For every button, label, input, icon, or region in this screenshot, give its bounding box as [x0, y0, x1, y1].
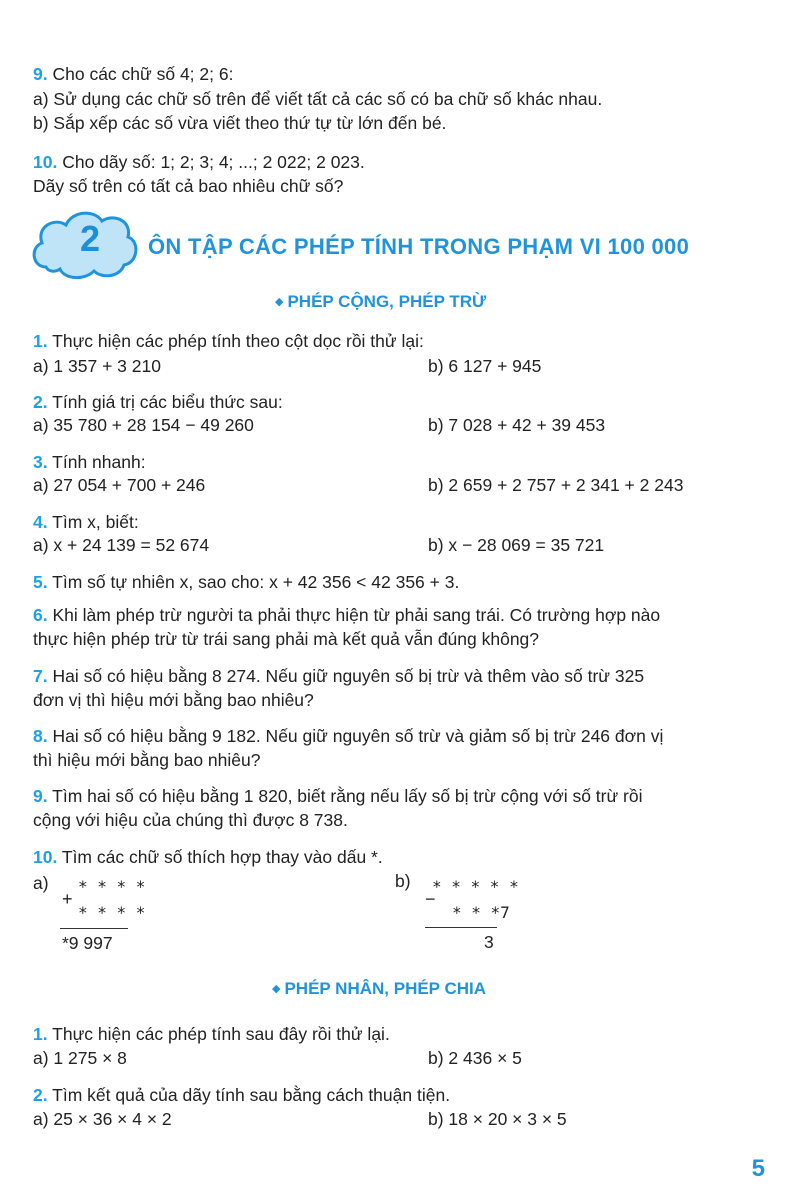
question-text: Cho dãy số: 1; 2; 3; 4; ...; 2 022; 2 023. [62, 152, 365, 172]
question-number: 8. [33, 726, 48, 746]
md-question-2 [33, 1084, 450, 1106]
diamond-icon: ◆ [275, 296, 284, 308]
part-a: a) 25 × 36 × 4 × 2 [33, 1109, 172, 1129]
md-question-2-parts [33, 1108, 763, 1130]
question-number: 2. [33, 1085, 48, 1105]
question-number: 10. [33, 152, 58, 172]
part-a: a) 27 054 + 700 + 246 [33, 475, 206, 495]
as-question-9-line2: cộng với hiệu của chúng thì được 8 738. [33, 810, 348, 830]
question-9 [33, 63, 233, 85]
as-question-7 [33, 665, 644, 687]
question-number: 5. [33, 572, 48, 592]
part-a: a) 1 357 + 3 210 [33, 356, 161, 376]
question-number: 2. [33, 392, 48, 412]
question-10-line2: Dãy số trên có tất cả bao nhiêu chữ số? [33, 176, 344, 196]
question-text: Hai số có hiệu bằng 8 274. Nếu giữ nguyên số bị trừ và thêm vào số trừ 325 [52, 666, 645, 686]
part-b: b) 6 127 + 945 [428, 356, 542, 376]
as-question-1-parts [33, 355, 763, 377]
as-question-9 [33, 785, 643, 807]
as-question-7-line2: đơn vị thì hiệu mới bằng bao nhiêu? [33, 690, 314, 710]
subheading-mul-div: ◆ PHÉP NHÂN, PHÉP CHIA [272, 979, 486, 998]
question-text: Cho các chữ số 4; 2; 6: [52, 64, 234, 84]
question-text: Hai số có hiệu bằng 9 182. Nếu giữ nguyên số trừ và giảm số bị trừ 246 đơn vị [52, 726, 664, 746]
question-number: 1. [33, 331, 48, 351]
question-text: Khi làm phép trừ người ta phải thực hiện từ phải sang trái. Có trường hợp nào [52, 605, 661, 625]
question-number: 3. [33, 452, 48, 472]
as-question-1 [33, 330, 424, 352]
as-question-4-parts [33, 534, 763, 556]
diamond-icon: ◆ [272, 983, 281, 995]
subheading-add-sub: ◆ PHÉP CỘNG, PHÉP TRỪ [275, 292, 487, 311]
puzzle-a-row1: * * * * [78, 877, 146, 896]
puzzle-b-result: 3 [484, 932, 494, 952]
as-question-6 [33, 604, 660, 626]
puzzle-a-label: a) [33, 873, 49, 893]
question-number: 9. [33, 64, 48, 84]
part-b: b) x − 28 069 = 35 721 [428, 535, 605, 555]
part-b: b) 2 436 × 5 [428, 1048, 522, 1068]
question-text: Tìm kết quả của dãy tính sau bằng cách thuận tiện. [52, 1085, 451, 1105]
part-b: b) 7 028 + 42 + 39 453 [428, 415, 606, 435]
question-number: 7. [33, 666, 48, 686]
puzzle-b-label: b) [395, 871, 411, 891]
question-text: Thực hiện các phép tính sau đây rồi thử lại. [52, 1024, 390, 1044]
md-question-1-parts [33, 1047, 763, 1069]
section-title: ÔN TẬP CÁC PHÉP TÍNH TRONG PHẠM VI 100 000 [148, 234, 690, 259]
plus-sign: + [62, 889, 73, 909]
as-question-6-line2: thực hiện phép trừ từ trái sang phải mà kết quả vẫn đúng không? [33, 629, 540, 649]
puzzle-a-rule [60, 928, 128, 929]
question-text: Tính giá trị các biểu thức sau: [52, 392, 283, 412]
md-question-1 [33, 1023, 390, 1045]
as-question-3 [33, 451, 146, 473]
part-a: a) 35 780 + 28 154 − 49 260 [33, 415, 254, 435]
part-b: b) 2 659 + 2 757 + 2 341 + 2 243 [428, 475, 684, 495]
puzzle-b-row2: * * *7 [452, 903, 510, 922]
puzzle-b-row1: * * * * * [432, 877, 519, 896]
part-a: a) 1 275 × 8 [33, 1048, 127, 1068]
minus-sign: − [425, 889, 436, 909]
question-text: Tìm số tự nhiên x, sao cho: x + 42 356 < 42 356 + 3. [52, 572, 460, 592]
question-text: Thực hiện các phép tính theo cột dọc rồi thử lại: [52, 331, 424, 351]
question-number: 6. [33, 605, 48, 625]
question-text: Tìm hai số có hiệu bằng 1 820, biết rằng nếu lấy số bị trừ cộng với số trừ rồi [52, 786, 643, 806]
question-number: 1. [33, 1024, 48, 1044]
question-10 [33, 151, 365, 173]
as-question-8-line2: thì hiệu mới bằng bao nhiêu? [33, 750, 261, 770]
as-question-10 [33, 846, 383, 868]
question-number: 10. [33, 847, 58, 867]
as-question-2 [33, 391, 283, 413]
as-question-3-parts [33, 474, 763, 496]
question-9-a: a) Sử dụng các chữ số trên để viết tất cả các số có ba chữ số khác nhau. [33, 89, 603, 109]
question-text: Tìm x, biết: [52, 512, 139, 532]
as-question-4 [33, 511, 139, 533]
part-b: b) 18 × 20 × 3 × 5 [428, 1109, 567, 1129]
section-number: 2 [79, 218, 101, 259]
part-a: a) x + 24 139 = 52 674 [33, 535, 210, 555]
question-number: 9. [33, 786, 48, 806]
as-question-5 [33, 571, 459, 593]
as-question-2-parts [33, 414, 763, 436]
question-text: Tìm các chữ số thích hợp thay vào dấu *. [61, 847, 383, 867]
puzzle-a-result: *9 997 [62, 933, 113, 953]
puzzle-a-row2: * * * * [78, 903, 146, 922]
question-text: Tính nhanh: [52, 452, 146, 472]
question-9-b: b) Sắp xếp các số vừa viết theo thứ tự từ lớn đến bé. [33, 113, 447, 133]
puzzle-b-rule [425, 927, 497, 928]
as-question-8 [33, 725, 663, 747]
page-number: 5 [751, 1155, 765, 1182]
question-number: 4. [33, 512, 48, 532]
